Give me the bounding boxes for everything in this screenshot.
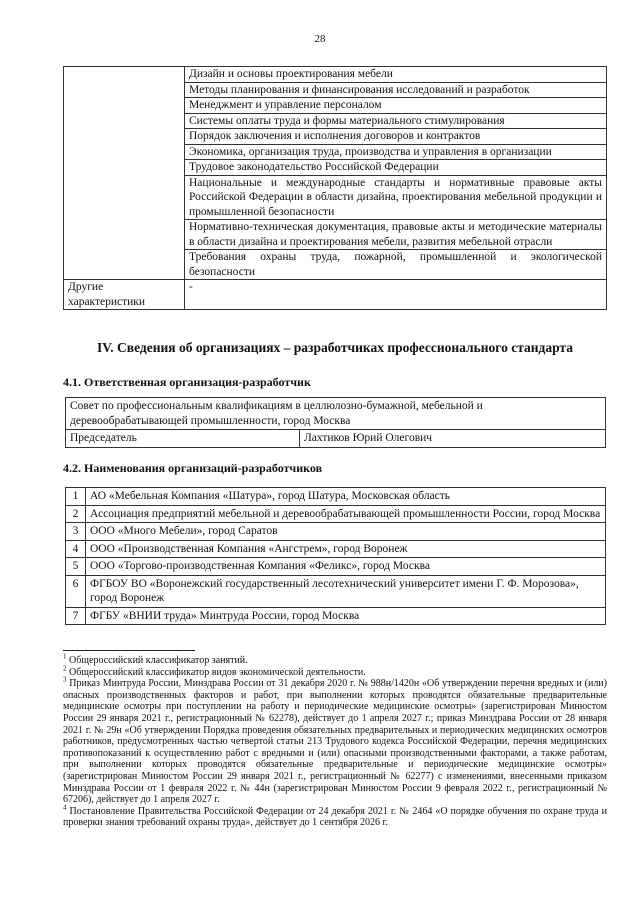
knowledge-item: Национальные и международные стандарты и нормативные правовые акты Российской Федерации в области дизайна, проектирования мебельной продукции и промышленной безопасности (185, 175, 607, 220)
table-row (66, 607, 606, 625)
org-name: ФГБУ «ВНИИ труда» Минтруда России, город Москва (86, 607, 606, 625)
knowledge-item: Требования охраны труда, пожарной, промышленной и экологической безопасности (185, 250, 607, 280)
developer-orgs-table (65, 487, 606, 625)
footnote-mark: 4 (63, 803, 67, 812)
section-4-2-heading: 4.2. Наименования организаций-разработчиков (63, 461, 323, 475)
table-row (66, 488, 606, 506)
org-name-cell: Совет по профессиональным квалификациям в целлюлозно-бумажной, мебельной и деревообрабатывающей промышленности, город Москва (66, 398, 606, 430)
org-name: ООО «Торгово-производственная Компания «Феликс», город Москва (86, 558, 606, 576)
responsible-org-table (65, 397, 606, 448)
footnote-mark: 3 (63, 675, 67, 684)
other-characteristics-value: - (185, 280, 607, 310)
org-name: ООО «Производственная Компания «Ангстрем», город Воронеж (86, 540, 606, 558)
footnote-text: Приказ Минтруда России, Минздрава России от 31 декабря 2020 г. № 988н/1420н «Об утверждении перечня вредных и (или) опасных производственных факторов и работ, при выполнении которых проводятся обязательные предварительные медицинские осмотры при поступлении на работу и периодические медицинские осмотры» (зарегистрирован Минюстом России 29 января 2021 г., регистрационный № 62278), действует до 1 апреля 2027 г.; приказ Минздрава России от 28 января 2021 г. № 29н «Об утверждении Порядка проведения обязательных предварительных и периодических медицинских осмотров работников, предусмотренных частью четвертой статьи 213 Трудового кодекса Российской Федерации, перечня медицинских противопоказаний к осуществлению работ с вредными и (или) опасными производственными факторами, а также работам, при выполнении которых проводятся обязательные предварительные и периодические медицинские осмотры» (зарегистрирован Минюстом России 29 января 2021 г., регистрационный № 62277) с изменениями, внесенными приказом Минздрава России от 1 февраля 2022 г. № 44н (зарегистрирован Минюстом России 9 февраля 2022 г., регистрационный № 67206), действует до 1 апреля 2027 г. (63, 678, 607, 806)
footnote-mark: 1 (63, 652, 67, 661)
org-number: 2 (66, 505, 86, 523)
table-row (66, 398, 606, 430)
knowledge-item: Системы оплаты труда и формы материального стимулирования (185, 113, 607, 129)
org-number: 6 (66, 575, 86, 607)
footnote-text: Постановление Правительства Российской Федерации от 24 декабря 2021 г. № 2464 «О порядке обучения по охране труда и проверки знания требований охраны труда», действует до 1 сентября 2026 г. (63, 805, 607, 829)
table-row (66, 505, 606, 523)
table-row (66, 540, 606, 558)
other-characteristics-label: Другие характеристики (64, 280, 185, 310)
footnote-separator (63, 650, 195, 651)
footnote-text: Общероссийский классификатор видов экономической деятельности. (69, 666, 366, 678)
section-4-title: IV. Сведения об организациях – разработчиках профессионального стандарта (97, 340, 573, 355)
footnotes (63, 652, 607, 829)
footnote (63, 652, 607, 667)
org-name: АО «Мебельная Компания «Шатура», город Шатура, Московская область (86, 488, 606, 506)
footnote (63, 675, 607, 806)
org-number: 5 (66, 558, 86, 576)
org-number: 1 (66, 488, 86, 506)
knowledge-item: Методы планирования и финансирования исследований и разработок (185, 82, 607, 98)
table-row (66, 430, 606, 448)
footnote (63, 803, 607, 829)
table-row (64, 67, 607, 83)
table-row (66, 523, 606, 541)
footnote-mark: 2 (63, 664, 67, 673)
knowledge-table (63, 66, 607, 310)
person-cell: Лахтиков Юрий Олегович (300, 430, 606, 448)
org-name: ФГБОУ ВО «Воронежский государственный лесотехнический университет имени Г. Ф. Морозова», город Воронеж (86, 575, 606, 607)
table-row (66, 575, 606, 607)
table-row (64, 280, 607, 310)
knowledge-item: Менеджмент и управление персоналом (185, 98, 607, 114)
org-number: 4 (66, 540, 86, 558)
org-name: ООО «Много Мебели», город Саратов (86, 523, 606, 541)
org-number: 3 (66, 523, 86, 541)
org-name: Ассоциация предприятий мебельной и деревообрабатывающей промышленности России, город Москва (86, 505, 606, 523)
knowledge-item: Нормативно-техническая документация, правовые акты и методические материалы в области дизайна и проектирования мебели, развития мебельной отрасли (185, 220, 607, 250)
knowledge-item: Порядок заключения и исполнения договоров и контрактов (185, 129, 607, 145)
empty-label-cell (64, 67, 185, 280)
footnote (63, 664, 607, 679)
page-number: 28 (314, 33, 326, 45)
knowledge-item: Дизайн и основы проектирования мебели (185, 67, 607, 83)
knowledge-item: Экономика, организация труда, производства и управления в организации (185, 144, 607, 160)
footnote-text: Общероссийский классификатор занятий. (69, 655, 248, 666)
role-cell: Председатель (66, 430, 300, 448)
table-row (66, 558, 606, 576)
org-number: 7 (66, 607, 86, 625)
knowledge-item: Трудовое законодательство Российской Федерации (185, 160, 607, 176)
section-4-1-heading: 4.1. Ответственная организация-разработчик (63, 375, 311, 389)
